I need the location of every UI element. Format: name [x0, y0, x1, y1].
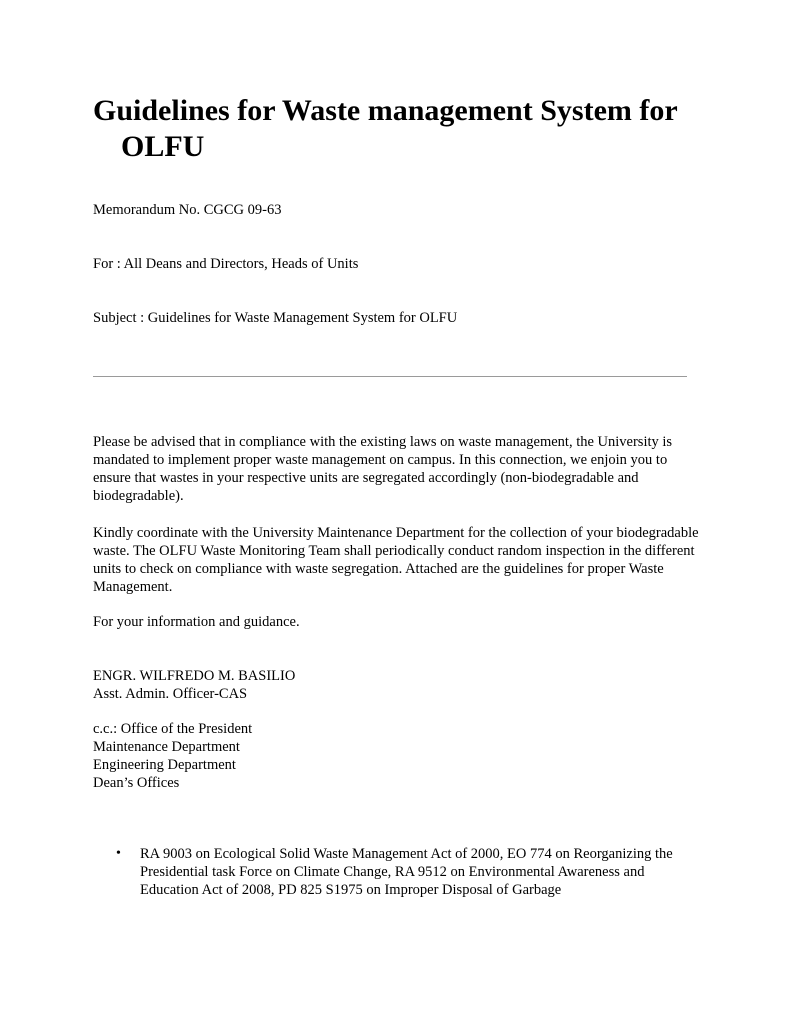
signatory-position: Asst. Admin. Officer-CAS: [93, 686, 248, 702]
cc-item: Engineering Department: [93, 757, 236, 773]
memo-number: Memorandum No. CGCG 09-63: [93, 202, 282, 218]
subject-line: Subject : Guidelines for Waste Management System for OLFU: [93, 310, 458, 326]
reference-list: [93, 845, 703, 899]
cc-item: Dean’s Offices: [93, 775, 180, 791]
cc-item: Maintenance Department: [93, 739, 240, 755]
reference-list-item: [93, 845, 700, 899]
reference-text: RA 9003 on Ecological Solid Waste Management Act of 2000, EO 774 on Reorganizing the Presidential task Force on Climate Change, RA 9512 on Environmental Awareness and Education Act of 2008, PD 825 S1975 on Improper Disposal of Garbage: [140, 846, 673, 898]
body-paragraph-compliance: Please be advised that in compliance with the existing laws on waste management, the University is mandated to implement proper waste management on campus. In this connection, we enjoin you to ensure that wastes in your respective units are segregated accordingly (non-biodegradable and biodegradable).: [93, 434, 673, 504]
horizontal-divider: [93, 376, 687, 377]
cc-list: [93, 720, 252, 792]
recipients-line: For : All Deans and Directors, Heads of Units: [93, 256, 359, 272]
document-title: Guidelines for Waste management System for OLFU: [93, 94, 678, 163]
cc-item: c.c.: Office of the President: [93, 721, 253, 737]
body-paragraph-coordination: Kindly coordinate with the University Maintenance Department for the collection of your biodegradable waste. The OLFU Waste Monitoring Team shall periodically conduct random inspection in the different units to check on compliance with waste segregation. Attached are the guidelines for proper Waste Management.: [93, 525, 699, 595]
signatory-name: ENGR. WILFREDO M. BASILIO: [93, 668, 296, 684]
bullet-icon: •: [116, 846, 121, 861]
signature-block: [93, 667, 295, 703]
body-paragraph-closing: For your information and guidance.: [93, 614, 300, 630]
